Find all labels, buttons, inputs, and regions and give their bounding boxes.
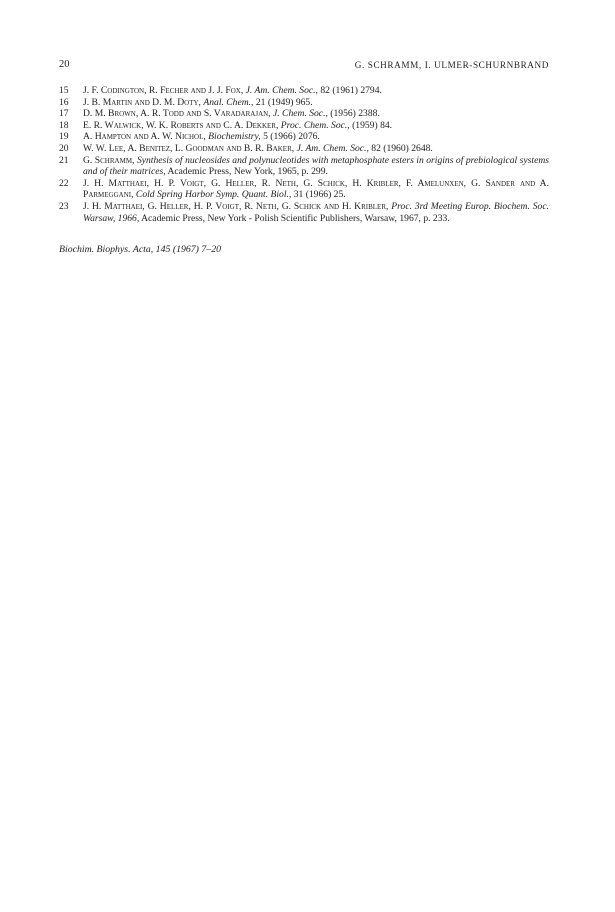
reference-21 [59,155,549,178]
reference-number: 22 [59,177,69,189]
reference-16 [59,97,549,109]
reference-authors: J. H. Matthaei, H. P. Voigt, G. Heller, R. Neth, G. Schick, H. Kribler, F. Amelunxen, G. Sander and A. Parmeggani, [83,177,549,201]
reference-authors: J. H. Matthaei, G. Heller, H. P. Voigt, R. Neth, G. Schick and H. Kribler, [83,200,389,212]
reference-details: 21 (1949) 965. [255,96,313,108]
reference-authors: D. M. Brown, A. R. Todd and S. Varadarajan, [83,108,271,120]
reference-journal: J. Chem. Soc., [272,108,328,120]
reference-number: 19 [59,131,69,143]
reference-authors: E. R. Walwick, W. K. Roberts and C. A. Dekker, [83,119,279,131]
page-header [59,58,549,72]
reference-authors: G. Schramm, [83,154,135,166]
reference-journal: Anal. Chem., [203,96,254,108]
reference-journal: J. Am. Chem. Soc., [296,142,369,154]
reference-number: 20 [59,142,69,154]
reference-journal: Cold Spring Harbor Symp. Quant. Biol., [135,189,292,201]
reference-authors: J. B. Martin and D. M. Doty, [83,96,201,108]
reference-authors: J. F. Codington, R. Fecher and J. J. Fox, [83,85,244,96]
reference-details: 82 (1960) 2648. [371,142,433,154]
reference-details: 5 (1966) 2076. [263,131,320,143]
reference-journal: J. Am. Chem. Soc., [245,85,318,96]
reference-number: 18 [59,119,69,131]
reference-number: 23 [59,200,69,212]
reference-details: (1956) 2388. [330,108,380,120]
reference-details: (1959) 84. [352,119,393,131]
reference-19 [59,131,549,143]
reference-18 [59,120,549,132]
reference-authors: A. Hampton and A. W. Nichol, [83,131,206,143]
reference-details: Academic Press, New York - Polish Scientific Publishers, Warsaw, 1967, p. 233. [141,212,450,224]
reference-20 [59,143,549,155]
reference-journal: Proc. 3rd Meeting Europ. Biochem. Soc. Warsaw, 1966, [83,200,549,224]
reference-journal: Biochemistry, [208,131,261,143]
reference-details: Academic Press, New York, 1965, p. 299. [167,166,328,178]
reference-details: 82 (1961) 2794. [320,85,382,96]
running-head: G. SCHRAMM, I. ULMER-SCHURNBRAND [354,60,549,70]
reference-number: 16 [59,96,69,108]
page [59,0,549,912]
page-number: 20 [59,59,70,70]
reference-15 [59,85,549,97]
reference-list [59,85,549,224]
reference-number: 17 [59,108,69,120]
reference-23 [59,201,549,224]
reference-authors: W. W. Lee, A. Benitez, L. Goodman and B. R. Baker, [83,142,295,154]
reference-details: 31 (1966) 25. [293,189,346,201]
reference-17 [59,108,549,120]
reference-number: 21 [59,154,69,166]
journal-citation: Biochim. Biophys. Acta, 145 (1967) 7–20 [59,244,221,255]
reference-title: Synthesis of nucleosides and polynucleotides with metaphosphate esters in origins of prebiological systems and of their matrices, [83,154,549,178]
reference-22 [59,178,549,201]
reference-journal: Proc. Chem. Soc., [280,119,350,131]
reference-number: 15 [59,85,69,96]
